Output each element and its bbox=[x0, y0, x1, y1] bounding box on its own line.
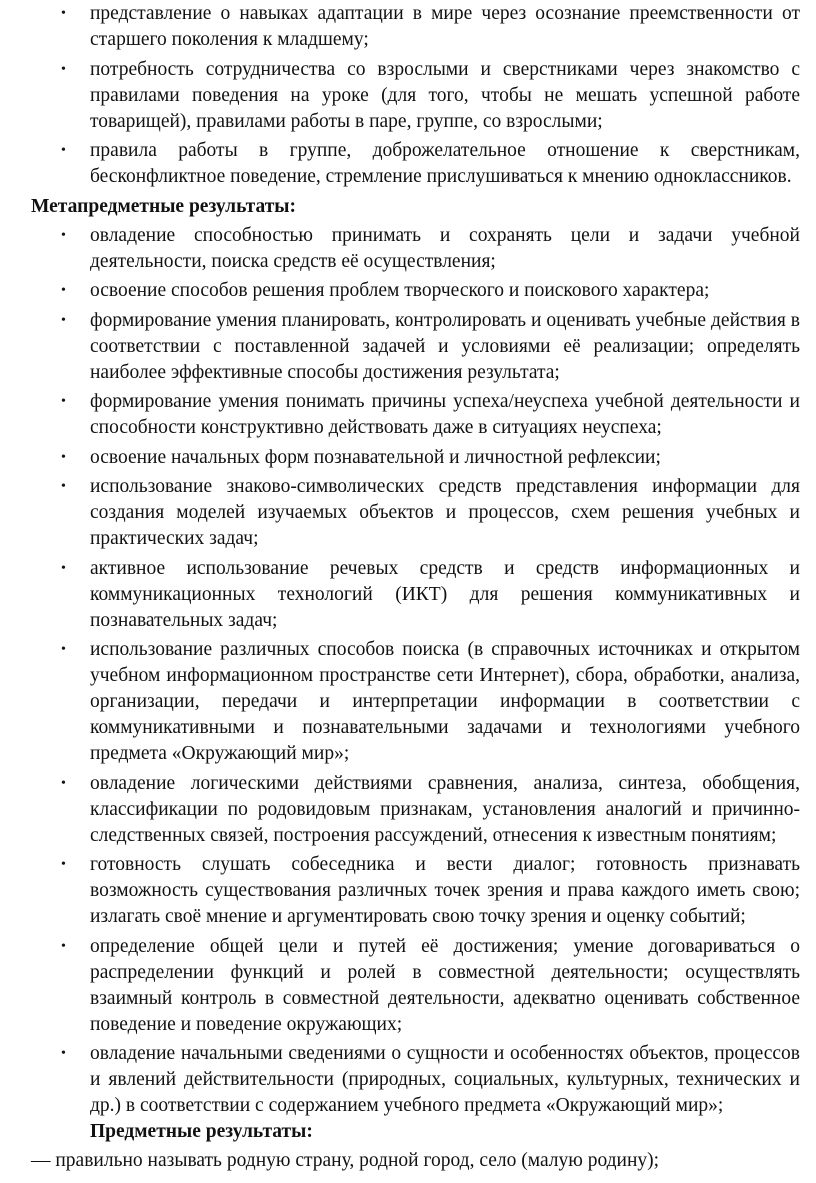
list-item bbox=[61, 1041, 800, 1119]
list-item bbox=[61, 138, 800, 190]
list-item bbox=[61, 852, 800, 930]
list-item bbox=[61, 556, 800, 634]
list-item bbox=[61, 474, 800, 552]
list-item bbox=[61, 389, 800, 441]
bullet-icon: • bbox=[61, 143, 66, 158]
list-item bbox=[61, 308, 800, 386]
meta-results-heading: Метапредметные результаты: bbox=[31, 195, 297, 217]
bullet-icon: • bbox=[61, 449, 66, 465]
list-item-text: овладение способностью принимать и сохранять цели и задачи учебной деятельности, поиска средств её осуществления; bbox=[90, 224, 800, 272]
bullet-icon: • bbox=[61, 61, 66, 77]
list-item-text: формирование умения понимать причины успеха/неуспеха учебной деятельности и способности конструктивно действовать даже в ситуациях неуспеха; bbox=[90, 391, 800, 438]
bullet-icon: • bbox=[61, 283, 66, 298]
list-item bbox=[61, 57, 800, 135]
bullet-icon: • bbox=[61, 642, 66, 657]
list-item bbox=[61, 1, 800, 53]
list-item-text: использование различных способов поиска (в справочных источниках и открытом учебном информационном пространстве сети Интернет), сбора, обработки, анализа, организации, передачи и интерпретации информации в соответствии с коммуникативными и познавательными задачами и технологиями учебного предмета «Окружающий мир»; bbox=[90, 639, 800, 764]
list-item bbox=[61, 445, 800, 471]
bullet-icon: • bbox=[61, 1046, 66, 1061]
personal-results-list bbox=[0, 1, 816, 190]
bullet-icon: • bbox=[61, 227, 66, 243]
list-item-text: представление о навыках адаптации в мире через осознание преемственности от старшего поколения к младшему; bbox=[90, 3, 800, 50]
bullet-icon: • bbox=[61, 312, 66, 328]
subject-results-item: — правильно называть родную страну, родной город, село (малую родину); bbox=[31, 1150, 660, 1171]
bullet-icon: • bbox=[61, 560, 66, 576]
bullet-icon: • bbox=[61, 857, 66, 872]
list-item-text: овладение начальными сведениями о сущности и особенностях объектов, процессов и явлений действительности (природных, социальных, культурных, технических и др.) в соответствии с содержанием учебного предмета «Окружающий мир»; bbox=[90, 1043, 800, 1116]
meta-results-list bbox=[0, 223, 816, 1120]
list-item-text: овладение логическими действиями сравнения, анализа, синтеза, обобщения, классификации по родовидовым признакам, установления аналогий и причинно-следственных связей, построения рассуждений, отнесения к известным понятиям; bbox=[90, 772, 800, 846]
list-item-text: готовность слушать собеседника и вести диалог; готовность признавать возможность существования различных точек зрения и права каждого иметь свою; излагать своё мнение и аргументировать свою точку зрения и оценку событий; bbox=[90, 854, 800, 927]
bullet-icon: • bbox=[61, 775, 66, 791]
bullet-icon: • bbox=[61, 938, 66, 954]
bullet-icon: • bbox=[61, 394, 66, 409]
list-item bbox=[61, 771, 800, 849]
list-item-text: активное использование речевых средств и средств информационных и коммуникационных технологий (ИКТ) для решения коммуникативных и познавательных задач; bbox=[90, 557, 800, 631]
list-item bbox=[61, 278, 800, 304]
subject-results-heading: Предметные результаты: bbox=[90, 1121, 313, 1142]
list-item-text: определение общей цели и путей её достижения; умение договариваться о распределении функций и ролей в совместной деятельности; осуществлять взаимный контроль в совместной деятельности, адекватно оценивать собственное поведение и поведение окружающих; bbox=[90, 935, 800, 1035]
list-item-text: потребность сотрудничества со взрослыми и сверстниками через знакомство с правилами поведения на уроке (для того, чтобы не мешать успешной работе товарищей), правилами работы в паре, группе, со взрослыми; bbox=[90, 58, 800, 132]
list-item-text: освоение способов решения проблем творческого и поискового характера; bbox=[90, 280, 710, 301]
list-item-text: освоение начальных форм познавательной и личностной рефлексии; bbox=[90, 446, 661, 468]
list-item-text: правила работы в группе, доброжелательное отношение к сверстникам, бесконфликтное поведение, стремление прислушиваться к мнению одноклассников. bbox=[90, 140, 800, 187]
list-item-text: использование знаково-символических средств представления информации для создания моделей изучаемых объектов и процессов, схем решения учебных и практических задач; bbox=[90, 476, 800, 549]
list-item bbox=[61, 934, 800, 1038]
list-item-text: формирование умения планировать, контролировать и оценивать учебные действия в соответствии с поставленной задачей и условиями её реализации; определять наиболее эффективные способы достижения результата; bbox=[90, 309, 800, 383]
bullet-icon: • bbox=[61, 479, 66, 494]
bullet-icon: • bbox=[61, 6, 66, 21]
list-item bbox=[61, 637, 800, 767]
list-item bbox=[61, 223, 800, 275]
